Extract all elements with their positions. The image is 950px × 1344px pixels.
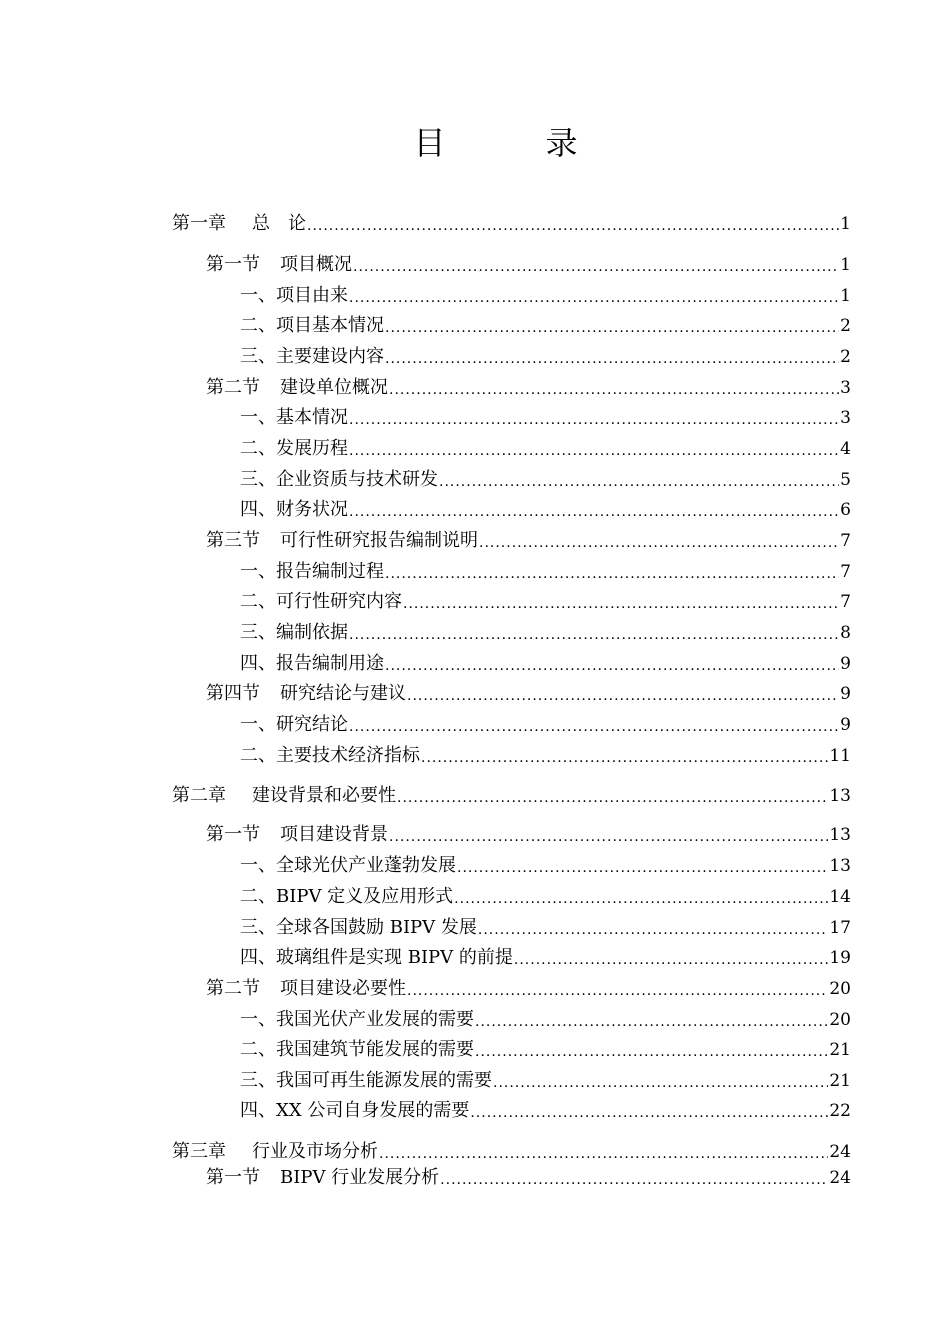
toc-page-number: 1 <box>840 214 851 234</box>
toc-entry-label <box>240 744 420 768</box>
toc-entry-text: 财务状况 <box>276 499 348 520</box>
toc-entry-text: BIPV 行业发展分析 <box>280 1167 440 1188</box>
toc-page-number: 4 <box>840 439 851 459</box>
toc-dot-leader <box>407 682 839 706</box>
toc-page-number: 7 <box>840 562 851 582</box>
toc-entry-text: 研究结论 <box>276 714 348 735</box>
toc-dot-leader <box>349 621 839 645</box>
toc-entry-label <box>240 590 402 614</box>
toc-dot-leader <box>479 529 839 553</box>
toc-page-number: 13 <box>829 856 851 876</box>
toc-entry-number: 三、 <box>240 622 276 643</box>
toc-page-number: 1 <box>840 255 851 275</box>
toc-page-number: 14 <box>829 887 851 907</box>
toc-page-number: 24 <box>829 1168 851 1188</box>
toc-entry[interactable] <box>172 946 851 970</box>
toc-entry-text: 主要技术经济指标 <box>276 745 420 766</box>
toc-entry-text: 研究结论与建议 <box>280 683 406 704</box>
toc-entry-number: 四、 <box>240 1100 276 1121</box>
toc-entry-label <box>240 437 348 461</box>
toc-dot-leader <box>349 406 839 430</box>
toc-entry-label <box>172 1140 378 1164</box>
toc-dot-leader <box>349 437 839 461</box>
toc-dot-leader <box>457 854 828 878</box>
toc-dot-leader <box>385 345 839 369</box>
toc-entry-text: 项目概况 <box>280 254 352 275</box>
toc-dot-leader <box>454 885 828 909</box>
toc-page-number: 20 <box>829 1010 851 1030</box>
toc-entry-number: 四、 <box>240 947 276 968</box>
toc-entry-label <box>206 823 388 847</box>
toc-page-number: 22 <box>829 1101 851 1121</box>
toc-entry-label <box>240 314 384 338</box>
toc-entry-number: 二、 <box>240 745 276 766</box>
toc-entry-number: 第二节 <box>206 377 260 398</box>
toc-entry-text: 发展历程 <box>276 438 348 459</box>
toc-entry-label <box>240 854 456 878</box>
toc-page-number: 20 <box>829 979 851 999</box>
toc-entry-label <box>240 284 348 308</box>
toc-dot-leader <box>389 823 828 847</box>
toc-entry[interactable] <box>172 560 851 584</box>
toc-entry[interactable] <box>172 345 851 369</box>
toc-entry-label <box>240 1008 474 1032</box>
toc-entry-number: 第一章 <box>172 213 226 234</box>
toc-entry[interactable] <box>172 212 851 236</box>
toc-entry-label <box>240 621 348 645</box>
toc-entry-number: 第一节 <box>206 254 260 275</box>
toc-dot-leader <box>440 1166 828 1190</box>
toc-entry-number: 四、 <box>240 653 276 674</box>
toc-entry-text: 主要建设内容 <box>276 346 384 367</box>
toc-entry-number: 一、 <box>240 561 276 582</box>
toc-entry[interactable] <box>172 1069 851 1093</box>
toc-entry[interactable] <box>172 1038 851 1062</box>
toc-entry-label <box>240 652 384 676</box>
toc-entry-number: 一、 <box>240 1009 276 1030</box>
toc-dot-leader <box>353 253 839 277</box>
toc-entry[interactable] <box>172 529 851 553</box>
toc-entry[interactable] <box>172 1099 851 1123</box>
toc-entry-text: 基本情况 <box>276 407 348 428</box>
toc-entry-number: 三、 <box>240 469 276 490</box>
toc-entry[interactable] <box>172 823 851 847</box>
toc-page-number: 13 <box>829 786 851 806</box>
toc-page-number: 9 <box>840 684 851 704</box>
toc-entry-label <box>206 977 406 1001</box>
toc-page-number: 24 <box>829 1142 851 1162</box>
toc-page-number: 8 <box>840 623 851 643</box>
toc-entry[interactable] <box>172 885 851 909</box>
toc-page-number: 2 <box>840 316 851 336</box>
toc-page-number: 19 <box>829 948 851 968</box>
toc-entry[interactable] <box>172 916 851 940</box>
toc-page-number: 3 <box>840 378 851 398</box>
toc-page-number: 17 <box>829 918 851 938</box>
toc-entry-number: 一、 <box>240 407 276 428</box>
toc-entry[interactable] <box>172 977 851 1001</box>
toc-dot-leader <box>493 1069 828 1093</box>
toc-entry-number: 第二章 <box>172 785 226 806</box>
toc-entry-text: XX 公司自身发展的需要 <box>276 1100 470 1121</box>
toc-entry-label <box>240 1069 492 1093</box>
toc-entry-text: 报告编制过程 <box>276 561 384 582</box>
toc-entry[interactable] <box>172 468 851 492</box>
toc-entry[interactable] <box>172 1140 851 1164</box>
toc-entry-number: 第二节 <box>206 978 260 999</box>
toc-entry-label <box>240 713 348 737</box>
toc-entry[interactable] <box>172 1008 851 1032</box>
toc-dot-leader <box>475 1008 828 1032</box>
toc-entry-text: 可行性研究报告编制说明 <box>280 530 478 551</box>
toc-entry[interactable] <box>172 406 851 430</box>
toc-entry-label <box>240 406 348 430</box>
toc-entry-text: 报告编制用途 <box>276 653 384 674</box>
toc-dot-leader <box>307 212 839 236</box>
toc-entry-number: 四、 <box>240 499 276 520</box>
toc-entry-text: 项目基本情况 <box>276 315 384 336</box>
toc-dot-leader <box>349 713 839 737</box>
toc-entry[interactable] <box>172 1166 851 1190</box>
toc-dot-leader <box>349 284 839 308</box>
toc-entry-label <box>240 946 513 970</box>
toc-entry-text: 建设背景和必要性 <box>252 785 396 806</box>
toc-entry-label <box>240 916 477 940</box>
toc-entry-number: 一、 <box>240 855 276 876</box>
toc-dot-leader <box>397 784 828 808</box>
toc-entry-text: 全球光伏产业蓬勃发展 <box>276 855 456 876</box>
toc-entry-number: 第三章 <box>172 1141 226 1162</box>
toc-page-number: 2 <box>840 347 851 367</box>
toc-entry[interactable] <box>172 314 851 338</box>
toc-entry-text: 我国建筑节能发展的需要 <box>276 1039 474 1060</box>
toc-entry-text: 建设单位概况 <box>280 377 388 398</box>
toc-entry-number: 第四节 <box>206 683 260 704</box>
toc-dot-leader <box>421 744 828 768</box>
toc-page-number: 21 <box>829 1071 851 1091</box>
toc-entry-number: 第三节 <box>206 530 260 551</box>
toc-dot-leader <box>385 314 839 338</box>
toc-entry-label <box>240 468 438 492</box>
toc-entry-text: BIPV 定义及应用形式 <box>276 886 454 907</box>
toc-dot-leader <box>385 560 839 584</box>
toc-entry-number: 一、 <box>240 714 276 735</box>
toc-entry-label <box>206 376 388 400</box>
toc-entry-number: 二、 <box>240 438 276 459</box>
toc-entry[interactable] <box>172 284 851 308</box>
toc-dot-leader <box>407 977 828 1001</box>
toc-entry-number: 第一节 <box>206 824 260 845</box>
toc-page-number: 9 <box>840 715 851 735</box>
toc-page-number: 1 <box>840 286 851 306</box>
toc-entry[interactable] <box>172 437 851 461</box>
toc-entry-text: 玻璃组件是实现 BIPV 的前提 <box>276 947 513 968</box>
toc-dot-leader <box>478 916 828 940</box>
toc-entry-number: 二、 <box>240 591 276 612</box>
toc-entry[interactable] <box>172 621 851 645</box>
toc-entry-label <box>240 885 453 909</box>
toc-page-number: 9 <box>840 654 851 674</box>
toc-entry-label <box>206 1166 439 1190</box>
toc-entry-number: 二、 <box>240 886 276 907</box>
toc-entry-label <box>240 345 384 369</box>
toc-entry-label <box>206 682 406 706</box>
toc-entry-text: 我国可再生能源发展的需要 <box>276 1070 492 1091</box>
toc-dot-leader <box>349 498 839 522</box>
toc-entry[interactable] <box>172 498 851 522</box>
toc-page-number: 3 <box>840 408 851 428</box>
toc-entry-label <box>172 784 396 808</box>
toc-entry-label <box>240 498 348 522</box>
toc-entry-number: 三、 <box>240 1070 276 1091</box>
toc-entry-label <box>172 212 306 236</box>
toc-entry[interactable] <box>172 854 851 878</box>
toc-entry-number: 二、 <box>240 315 276 336</box>
toc-page-number: 21 <box>829 1040 851 1060</box>
toc-entry-number: 三、 <box>240 917 276 938</box>
toc-entry-text: 总 论 <box>252 213 306 234</box>
toc-entry-number: 三、 <box>240 346 276 367</box>
toc-entry[interactable] <box>172 744 851 768</box>
toc-entry-text: 项目建设背景 <box>280 824 388 845</box>
toc-dot-leader <box>403 590 839 614</box>
toc-dot-leader <box>470 1099 828 1123</box>
toc-page-number: 13 <box>829 825 851 845</box>
toc-entry-text: 项目建设必要性 <box>280 978 406 999</box>
toc-entry[interactable] <box>172 253 851 277</box>
toc-title: 目 录 <box>413 124 612 162</box>
toc-dot-leader <box>475 1038 828 1062</box>
toc-page-number: 6 <box>840 500 851 520</box>
toc-dot-leader <box>514 946 828 970</box>
toc-entry[interactable] <box>172 784 851 808</box>
toc-entry[interactable] <box>172 713 851 737</box>
toc-entry-number: 二、 <box>240 1039 276 1060</box>
toc-entry-label <box>206 529 478 553</box>
toc-entry-number: 第一节 <box>206 1167 260 1188</box>
toc-entry[interactable] <box>172 376 851 400</box>
toc-page-number: 5 <box>840 470 851 490</box>
toc-page-number: 7 <box>840 531 851 551</box>
toc-entry-text: 我国光伏产业发展的需要 <box>276 1009 474 1030</box>
toc-entry-text: 可行性研究内容 <box>276 591 402 612</box>
toc-entry-text: 行业及市场分析 <box>252 1141 378 1162</box>
toc-entry-label <box>206 253 352 277</box>
toc-entry[interactable] <box>172 652 851 676</box>
toc-entry-text: 企业资质与技术研发 <box>276 469 438 490</box>
toc-dot-leader <box>389 376 839 400</box>
toc-entry-text: 编制依据 <box>276 622 348 643</box>
toc-page-number: 7 <box>840 592 851 612</box>
toc-entry[interactable] <box>172 590 851 614</box>
toc-dot-leader <box>385 652 839 676</box>
toc-entry-number: 一、 <box>240 285 276 306</box>
toc-entry-label <box>240 560 384 584</box>
toc-entry-label <box>240 1038 474 1062</box>
toc-entry-text: 全球各国鼓励 BIPV 发展 <box>276 917 477 938</box>
toc-entry-label <box>240 1099 469 1123</box>
toc-entry[interactable] <box>172 682 851 706</box>
toc-entry-text: 项目由来 <box>276 285 348 306</box>
toc-dot-leader <box>439 468 839 492</box>
toc-dot-leader <box>379 1140 828 1164</box>
toc-page-number: 11 <box>829 746 851 766</box>
